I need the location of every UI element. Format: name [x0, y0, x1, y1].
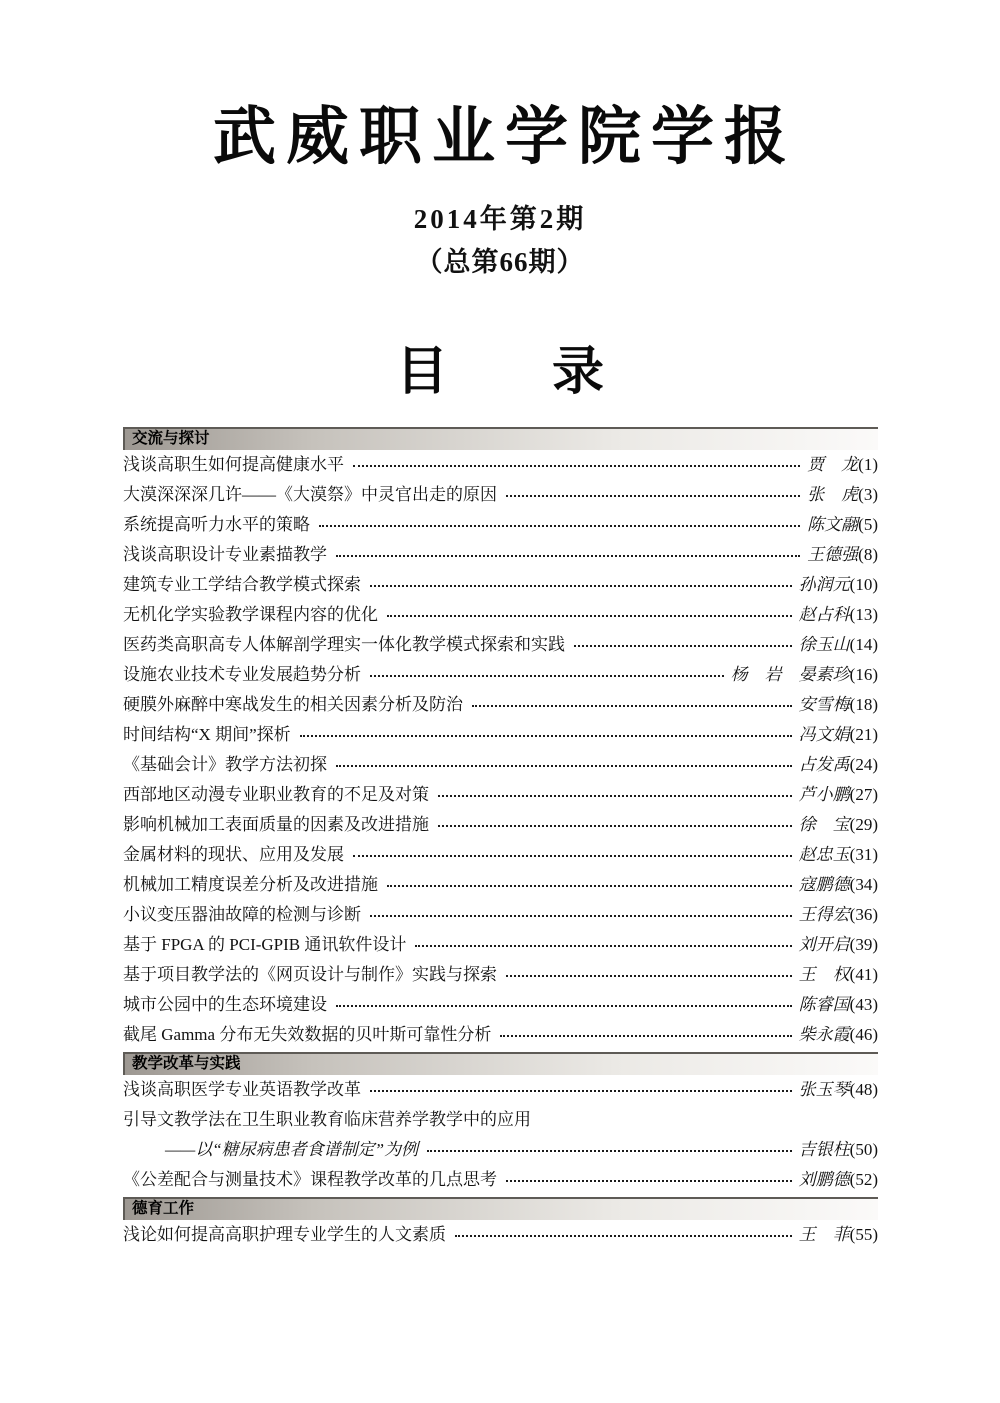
entry-authors: 陈文翮 [807, 515, 859, 534]
entry-title: 截尾 Gamma 分布无失效数据的贝叶斯可靠性分析 [123, 1025, 492, 1044]
entry-authors: 赵忠玉 [798, 845, 850, 864]
entry-title: 医药类高职高专人体解剖学理实一体化教学模式探索和实践 [123, 635, 565, 654]
entry-page: (13) [849, 605, 878, 624]
dot-leader [353, 840, 792, 857]
toc-entry [123, 510, 878, 540]
entry-page: (43) [849, 995, 878, 1014]
entry-page: (3) [858, 485, 878, 504]
entry-page: (5) [858, 515, 878, 534]
dot-leader [506, 1165, 792, 1182]
dot-leader [336, 750, 792, 767]
entry-page: (36) [849, 905, 878, 924]
entry-title: 浅论如何提高高职护理专业学生的人文素质 [123, 1225, 446, 1244]
entry-title: 浅谈高职设计专业素描教学 [123, 545, 327, 564]
entry-page: (55) [849, 1225, 878, 1244]
entry-authors: 占发禹 [798, 755, 850, 774]
entry-authors: 冯文娟 [798, 725, 850, 744]
dot-leader [370, 1075, 792, 1092]
entry-authors: 安雪梅 [798, 695, 850, 714]
entry-page: (29) [849, 815, 878, 834]
entry-authors: 赵占科 [798, 605, 850, 624]
issue-line: 2014年第2期 [413, 204, 587, 234]
entry-title: 大漠深深深几许——《大漠祭》中灵官出走的原因 [123, 485, 497, 504]
volume-line: （总第66期） [415, 247, 585, 277]
dot-leader [438, 780, 792, 797]
dot-leader [506, 480, 800, 497]
toc-entry [123, 930, 878, 960]
dot-leader [415, 930, 791, 947]
toc-entry [123, 570, 878, 600]
entry-page: (1) [858, 455, 878, 474]
toc-entry [123, 1220, 878, 1250]
toc-entry [123, 990, 878, 1020]
entry-page: (27) [849, 785, 878, 804]
entry-page: (39) [849, 935, 878, 954]
entry-title: 浅谈高职生如何提高健康水平 [123, 455, 344, 474]
entry-title: 浅谈高职医学专业英语教学改革 [123, 1080, 361, 1099]
dot-leader [370, 900, 792, 917]
entry-authors: 陈睿国 [798, 995, 850, 1014]
entry-title: 影响机械加工表面质量的因素及改进措施 [123, 815, 429, 834]
dot-leader [574, 630, 792, 647]
section-header: 教学改革与实践 [123, 1052, 878, 1075]
entry-authors: 张 虎 [807, 485, 859, 504]
dot-leader [300, 720, 792, 737]
entry-title: 《基础会计》教学方法初探 [123, 755, 327, 774]
toc-entry [123, 1135, 878, 1165]
toc-entry [123, 1105, 878, 1135]
entry-page: (10) [849, 575, 878, 594]
entry-page: (46) [849, 1025, 878, 1044]
dot-leader [353, 450, 800, 467]
toc-entry [123, 840, 878, 870]
dot-leader [319, 510, 800, 527]
entry-title: 西部地区动漫专业职业教育的不足及对策 [123, 785, 429, 804]
dot-leader [370, 660, 724, 677]
dot-leader [472, 690, 792, 707]
toc-entry [123, 900, 878, 930]
dot-leader [500, 1020, 791, 1037]
toc-entry [123, 870, 878, 900]
entry-title: 时间结构“X 期间”探析 [123, 725, 291, 744]
toc-entry [123, 540, 878, 570]
entry-page: (52) [849, 1170, 878, 1189]
toc-entry [123, 750, 878, 780]
entry-authors: 寇鹏德 [798, 875, 850, 894]
entry-title: ——以“糖尿病患者食谱制定”为例 [165, 1140, 419, 1159]
dot-leader [506, 960, 792, 977]
dot-leader [427, 1135, 792, 1152]
entry-authors: 芦小鹏 [798, 785, 850, 804]
entry-page: (16) [849, 665, 878, 684]
entry-title: 设施农业技术专业发展趋势分析 [123, 665, 361, 684]
entry-authors: 王得宏 [798, 905, 850, 924]
toc-heading: 目 录 [395, 344, 604, 401]
entry-page: (24) [849, 755, 878, 774]
toc-entry [123, 960, 878, 990]
toc-entry [123, 720, 878, 750]
dot-leader [336, 990, 792, 1007]
entry-page: (48) [849, 1080, 878, 1099]
entry-authors: 贾 龙 [807, 455, 859, 474]
entry-page: (8) [858, 545, 878, 564]
dot-leader [438, 810, 792, 827]
entry-title: 城市公园中的生态环境建设 [123, 995, 327, 1014]
entry-title: 无机化学实验教学课程内容的优化 [123, 605, 378, 624]
entry-page: (41) [849, 965, 878, 984]
entry-title: 建筑专业工学结合教学模式探索 [123, 575, 361, 594]
toc-entry [123, 780, 878, 810]
entry-page: (34) [849, 875, 878, 894]
entry-title: 硬膜外麻醉中寒战发生的相关因素分析及防治 [123, 695, 463, 714]
dot-leader [370, 570, 792, 587]
dot-leader [387, 870, 792, 887]
entry-authors: 吉银柱 [798, 1140, 850, 1159]
entry-page: (31) [849, 845, 878, 864]
toc-entry [123, 810, 878, 840]
toc-entry [123, 690, 878, 720]
entry-authors: 王德强 [807, 545, 859, 564]
dot-leader [387, 600, 792, 617]
entry-authors: 刘开启 [798, 935, 850, 954]
dot-leader [455, 1220, 792, 1237]
journal-title: 武威职业学院学报 [213, 102, 797, 172]
section-header: 德育工作 [123, 1197, 878, 1220]
toc-entry [123, 630, 878, 660]
toc-entry [123, 1165, 878, 1195]
toc-entry [123, 600, 878, 630]
toc-entry [123, 1075, 878, 1105]
dot-leader [336, 540, 800, 557]
toc-entry [123, 480, 878, 510]
entry-authors: 杨 岩 晏素珍 [730, 665, 850, 684]
section-header: 交流与探讨 [123, 427, 878, 450]
entry-page: (14) [849, 635, 878, 654]
toc-entry [123, 450, 878, 480]
entry-page: (18) [849, 695, 878, 714]
entry-authors: 柴永霞 [798, 1025, 850, 1044]
entry-authors: 王 菲 [798, 1225, 850, 1244]
entry-authors: 刘鹏德 [798, 1170, 850, 1189]
table-of-contents [123, 427, 878, 1250]
entry-authors: 徐玉山 [798, 635, 850, 654]
toc-entry [123, 660, 878, 690]
entry-title: 基于 FPGA 的 PCI-GPIB 通讯软件设计 [123, 935, 407, 954]
entry-title: 《公差配合与测量技术》课程教学改革的几点思考 [123, 1170, 497, 1189]
entry-title: 小议变压器油故障的检测与诊断 [123, 905, 361, 924]
entry-authors: 徐 宝 [798, 815, 850, 834]
toc-entry [123, 1020, 878, 1050]
entry-page: (21) [849, 725, 878, 744]
entry-title: 系统提高听力水平的策略 [123, 515, 310, 534]
entry-title: 金属材料的现状、应用及发展 [123, 845, 344, 864]
entry-authors: 王 权 [798, 965, 850, 984]
entry-title: 引导文教学法在卫生职业教育临床营养学教学中的应用 [123, 1110, 531, 1129]
entry-page: (50) [849, 1140, 878, 1159]
entry-authors: 张玉琴 [798, 1080, 850, 1099]
entry-title: 基于项目教学法的《网页设计与制作》实践与探索 [123, 965, 497, 984]
entry-authors: 孙润元 [798, 575, 850, 594]
entry-title: 机械加工精度误差分析及改进措施 [123, 875, 378, 894]
